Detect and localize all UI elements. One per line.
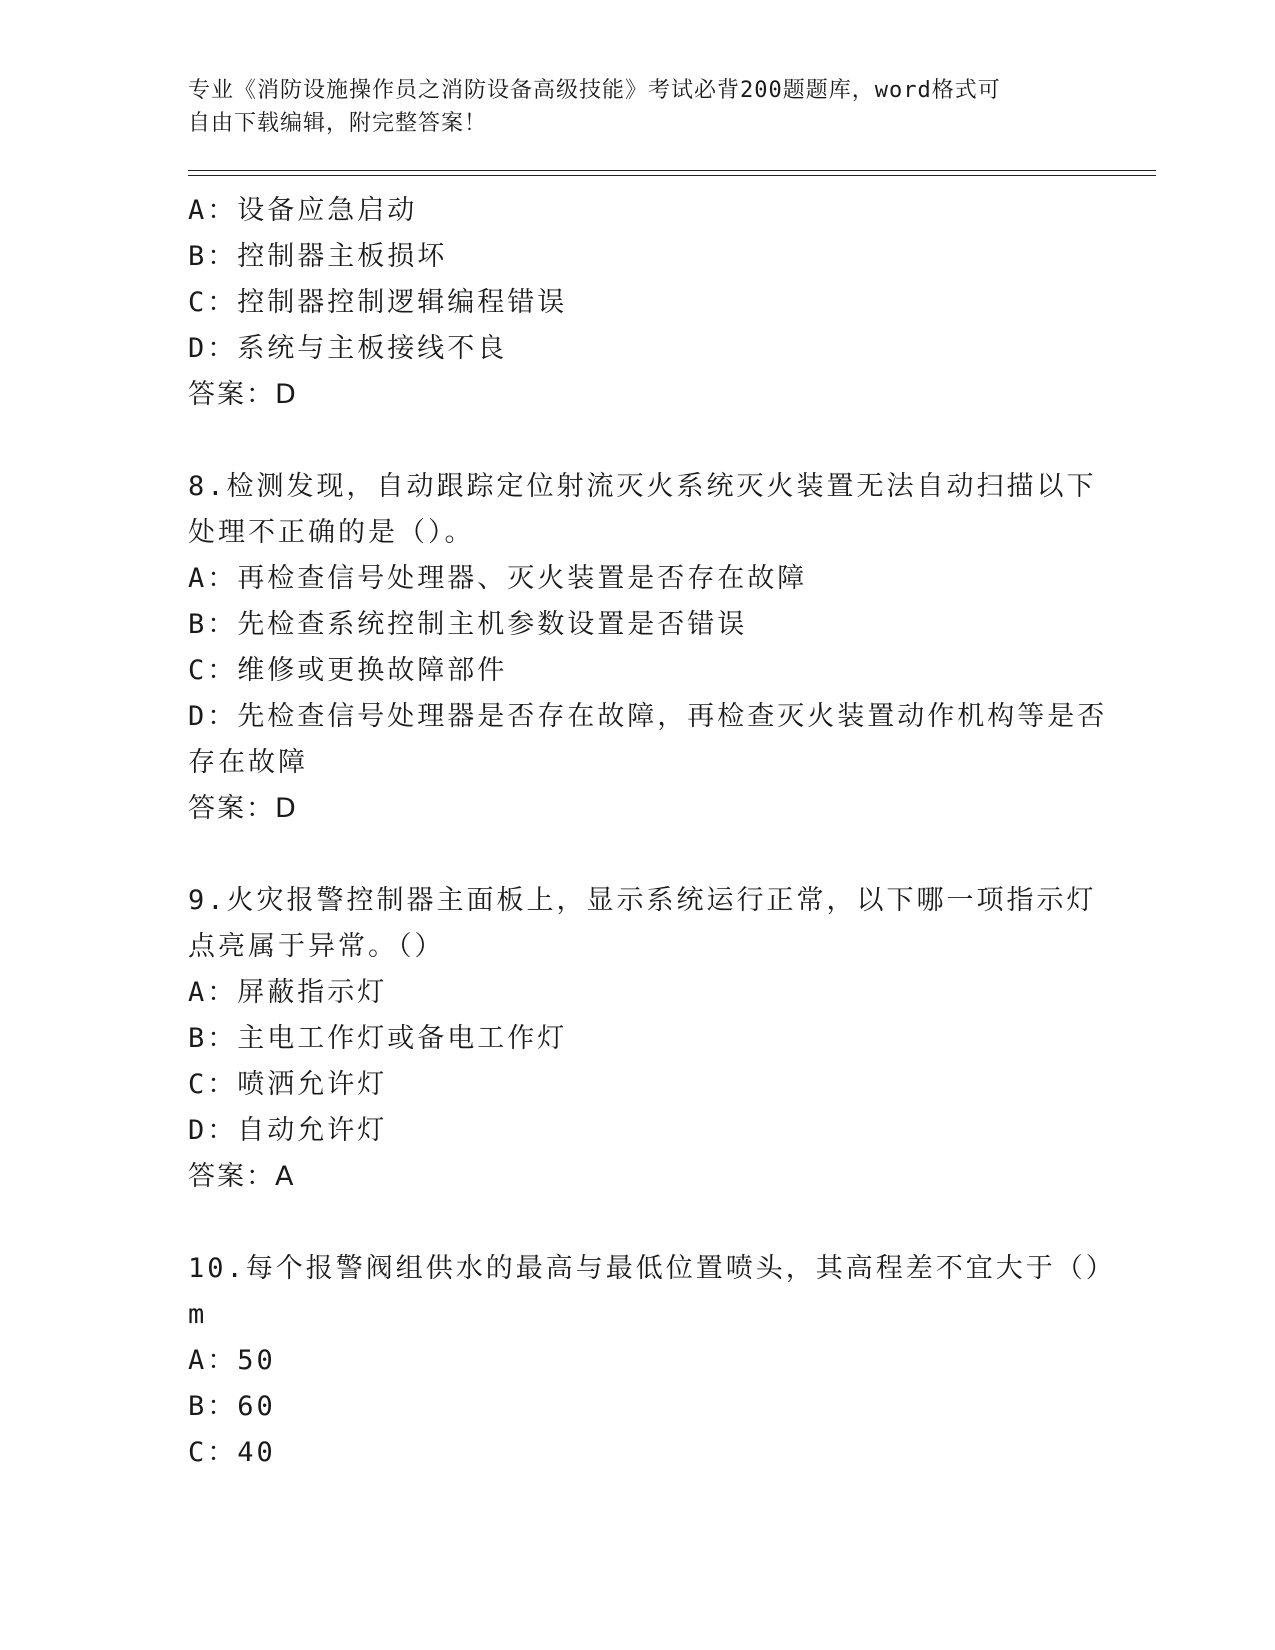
option-c: C：喷洒允许灯 <box>188 1069 388 1100</box>
option-a: A：50 <box>188 1345 276 1376</box>
document-header <box>188 74 1068 140</box>
question-8 <box>188 464 1108 832</box>
header-line-2: 自由下载编辑，附完整答案！ <box>188 111 488 136</box>
header-divider-top <box>188 170 1156 171</box>
option-d: D：先检查信号处理器是否存在故障，再检查灭火装置动作机构等是否 <box>188 701 1108 732</box>
question-7-tail <box>188 188 1078 418</box>
option-b: B：控制器主板损坏 <box>188 241 448 272</box>
option-a: A：屏蔽指示灯 <box>188 977 388 1008</box>
option-a: A：再检查信号处理器、灭火装置是否存在故障 <box>188 563 808 594</box>
option-c: C：控制器控制逻辑编程错误 <box>188 287 568 318</box>
question-stem: 10.每个报警阀组供水的最高与最低位置喷头，其高程差不宜大于（） <box>188 1253 1116 1284</box>
answer: 答案：A <box>188 1161 296 1192</box>
option-d-cont: 存在故障 <box>188 747 308 778</box>
option-b: B：先检查系统控制主机参数设置是否错误 <box>188 609 748 640</box>
header-line-1: 专业《消防设施操作员之消防设备高级技能》考试必背200题题库，word格式可 <box>188 78 1001 103</box>
question-stem-cont: 处理不正确的是（）。 <box>188 517 475 548</box>
question-10 <box>188 1246 1116 1476</box>
option-b: B：60 <box>188 1391 276 1422</box>
answer: 答案：D <box>188 793 298 824</box>
option-c: C：40 <box>188 1437 276 1468</box>
option-a: A：设备应急启动 <box>188 195 418 226</box>
header-divider-bottom <box>188 175 1156 176</box>
option-d: D：自动允许灯 <box>188 1115 388 1146</box>
option-d: D：系统与主板接线不良 <box>188 333 508 364</box>
question-stem: 8.检测发现，自动跟踪定位射流灭火系统灭火装置无法自动扫描以下 <box>188 471 1097 502</box>
answer: 答案：D <box>188 379 298 410</box>
question-stem: 9.火灾报警控制器主面板上，显示系统运行正常，以下哪一项指示灯 <box>188 885 1097 916</box>
option-c: C：维修或更换故障部件 <box>188 655 508 686</box>
question-9 <box>188 878 1097 1200</box>
option-b: B：主电工作灯或备电工作灯 <box>188 1023 568 1054</box>
question-stem-cont: m <box>188 1299 208 1330</box>
question-list <box>188 188 1116 1476</box>
question-stem-cont: 点亮属于异常。（） <box>188 931 445 962</box>
